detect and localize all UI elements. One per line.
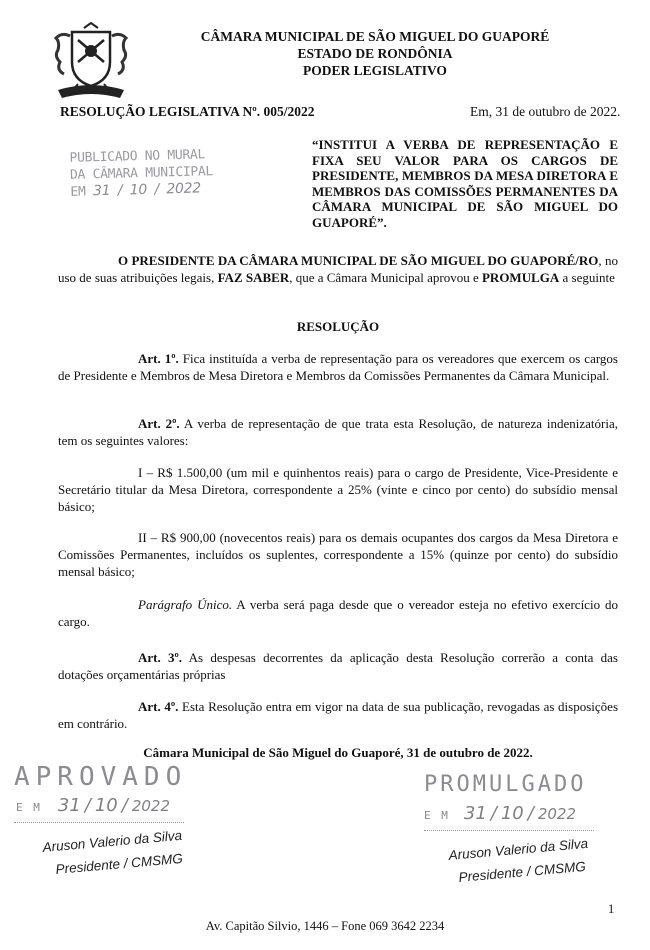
- article-4: [58, 698, 618, 732]
- header-state: ESTADO DE RONDÔNIA: [297, 46, 453, 61]
- promulgated-stamp-title: PROMULGADO: [424, 772, 587, 797]
- ementa: “INSTITUI A VERBA DE REPRESENTAÇÃO E FIXA SEU VALOR PARA OS CARGOS DE PRESIDENTE, MEMBROS DA MESA DIRETORA E MEMBROS DAS COMISSÕES PERMANENTES DA CÂMARA MUNICIPAL DE SÃO MIGUEL DO GUAPORÉ”.: [312, 137, 618, 230]
- article-3-label: Art. 3º.: [138, 650, 183, 665]
- signature-name-left: Aruson Valerio da Silva: [42, 827, 183, 855]
- published-stamp-line2: DA CÂMARA MUNICIPAL: [69, 164, 214, 183]
- published-stamp-em: EM: [70, 184, 86, 200]
- promulgated-stamp-day: 31: [463, 803, 487, 824]
- section-title: RESOLUÇÃO: [296, 319, 380, 334]
- article-4-text: Esta Resolução entra em vigor na data de sua publicação, revogadas as disposições em contrário.: [58, 699, 618, 731]
- article-1: [58, 350, 618, 384]
- footer-address: Av. Capitão Silvio, 1446 – Fone 069 3642 2234: [205, 919, 445, 933]
- approved-stamp-title: APROVADO: [14, 762, 188, 792]
- preamble-text3: a seguinte: [559, 270, 615, 285]
- article-2-item-1-text: I – R$ 1.500,00 (um mil e quinhentos reais) para o cargo de Presidente, Vice-Presidente e Secretário titular da Mesa Diretora, correspondente a 25% (vinte e cinco por cento) do subsídio mensal básico;: [58, 465, 618, 514]
- preamble-text1: , no uso de suas atribuições legais,: [58, 253, 618, 285]
- approved-stamp-divider: [14, 822, 184, 823]
- paragrafo-unico: [58, 596, 618, 630]
- approved-stamp-year: 2022: [131, 797, 171, 815]
- closing-line: Câmara Municipal de São Miguel do Guaporé, 31 de outubro de 2022.: [143, 745, 533, 760]
- article-2-item-2: [58, 529, 618, 580]
- published-stamp-year: 2022: [166, 180, 202, 198]
- promulgated-stamp-month: 10: [500, 803, 524, 824]
- preamble-text2: , que a Câmara Municipal aprovou e: [289, 270, 482, 285]
- signature-name-right: Aruson Valerio da Silva: [448, 835, 589, 863]
- coat-of-arms-icon: [48, 22, 134, 106]
- article-2: [58, 415, 618, 449]
- paragrafo-unico-text: A verba será paga desde que o vereador esteja no efetivo exercício do cargo.: [58, 597, 618, 629]
- article-3-text: As despesas decorrentes da aplicação desta Resolução correrão a conta das dotações orçamentárias próprias: [58, 650, 618, 682]
- published-stamp-day: 31: [92, 182, 111, 200]
- article-2-item-1: [58, 464, 618, 515]
- promulgated-stamp-divider: [424, 830, 594, 831]
- preamble-promulga: PROMULGA: [481, 270, 560, 285]
- article-2-label: Art. 2º.: [138, 416, 180, 431]
- preamble-president: O PRESIDENTE DA CÂMARA MUNICIPAL DE SÃO MIGUEL DO GUAPORÉ/RO: [118, 253, 599, 268]
- promulgated-stamp-date: E M 31 / 10 / 2022: [424, 803, 577, 824]
- article-1-text: Fica instituída a verba de representação para os vereadores que exercem os cargos de Presidente e Membros de Mesa Diretora e Membros da Comissões Permanentes da Câmara Municipal.: [58, 351, 618, 383]
- published-stamp: [69, 146, 213, 201]
- paragrafo-unico-label: Parágrafo Único.: [138, 597, 233, 612]
- published-stamp-line1: PUBLICADO NO MURAL: [69, 147, 206, 166]
- article-1-label: Art. 1º.: [138, 351, 179, 366]
- published-stamp-month: 10: [129, 181, 148, 199]
- signature-role-right: Presidente / CMSMG: [458, 858, 587, 885]
- article-2-item-2-text: II – R$ 900,00 (novecentos reais) para os demais ocupantes dos cargos da Mesa Diretora e Comissões Permanentes, incluídos os suplentes, correspondente a 15% (quinze por cento) do subsídio mensal básico;: [58, 530, 618, 579]
- promulgated-stamp-year: 2022: [537, 805, 577, 823]
- approved-stamp-em: E M: [16, 801, 42, 814]
- article-3: [58, 649, 618, 683]
- signature-role-left: Presidente / CMSMG: [55, 850, 184, 877]
- preamble-faz-saber: FAZ SABER: [217, 270, 290, 285]
- resolution-date: Em, 31 de outubro de 2022.: [470, 104, 621, 119]
- approved-stamp-date: E M 31 / 10 / 2022: [16, 795, 171, 816]
- promulgated-stamp-em: E M: [424, 809, 450, 822]
- resolution-number: RESOLUÇÃO LEGISLATIVA Nº. 005/2022: [60, 104, 315, 119]
- approved-stamp-day: 31: [57, 795, 81, 816]
- published-stamp-date: EM 31 / 10 / 2022: [70, 180, 202, 200]
- preamble: [58, 252, 618, 286]
- header-title: CÂMARA MUNICIPAL DE SÃO MIGUEL DO GUAPORÉ: [200, 29, 550, 44]
- article-4-label: Art. 4º.: [138, 699, 179, 714]
- page-number: 1: [608, 902, 615, 916]
- article-2-text: A verba de representação de que trata esta Resolução, de natureza indenizatória, tem os seguintes valores:: [58, 416, 619, 448]
- header-power: PODER LEGISLATIVO: [303, 63, 447, 78]
- approved-stamp-month: 10: [94, 795, 118, 816]
